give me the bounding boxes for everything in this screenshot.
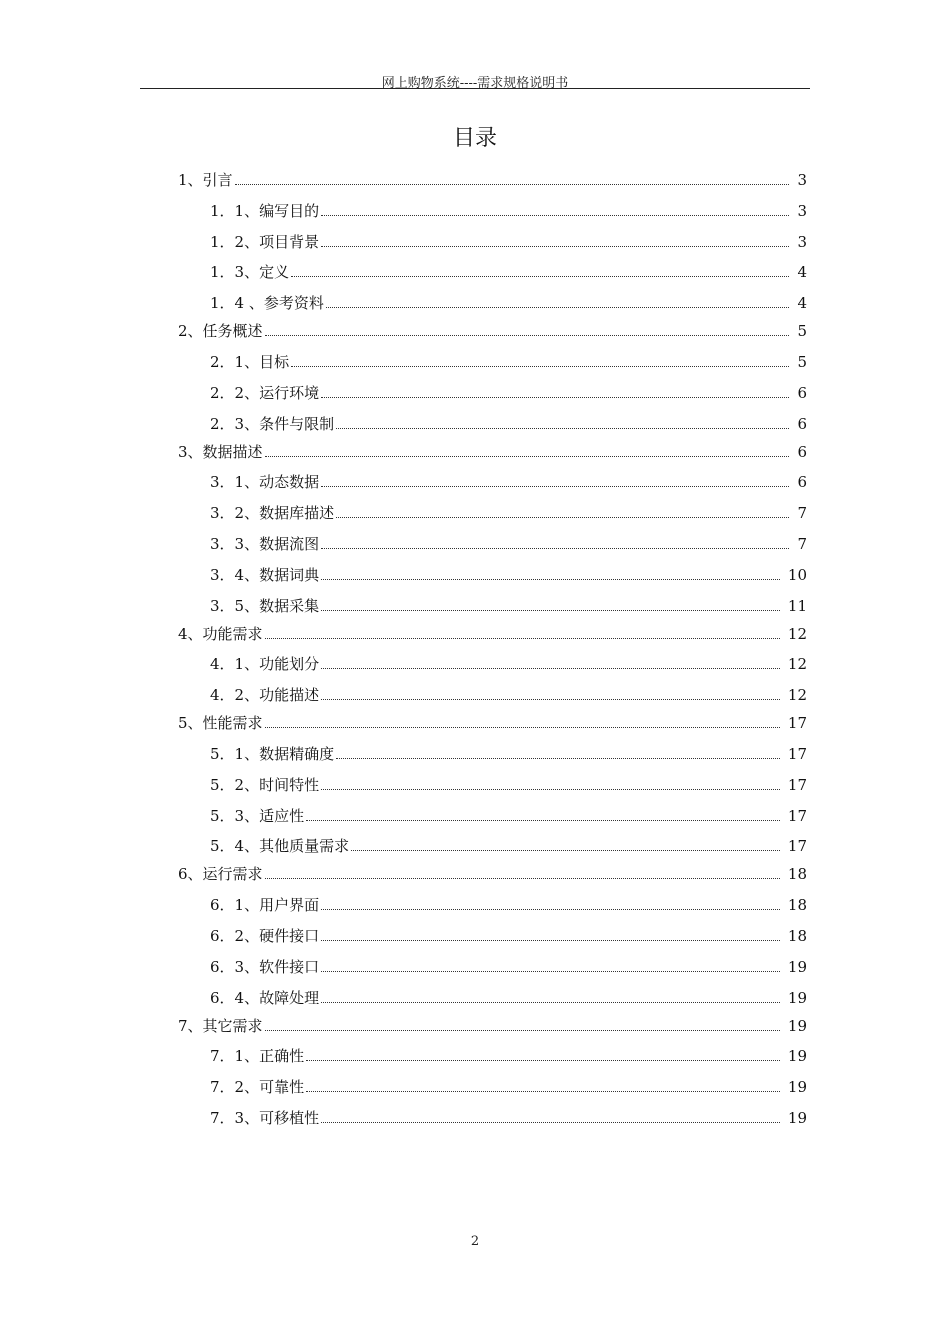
toc-entry-page: 6 [797, 414, 807, 433]
toc-entry-label: 1．2、项目背景 [210, 232, 320, 251]
toc-entry-label: 3．5、数据采集 [210, 596, 320, 615]
toc-entry-page: 12 [787, 686, 807, 705]
toc-entry[interactable] [210, 1074, 807, 1096]
toc-entry[interactable] [210, 954, 807, 976]
toc-leader-dots [321, 1122, 780, 1123]
toc-leader-dots [326, 307, 790, 308]
toc-leader-dots [306, 820, 780, 821]
toc-entry-label: 2．1、目标 [210, 353, 290, 371]
toc-entry[interactable] [210, 682, 807, 704]
toc-entry[interactable] [210, 1105, 807, 1127]
toc-entry[interactable] [210, 562, 807, 584]
toc-entry-label: 3、数据描述 [178, 442, 263, 461]
toc-leader-dots [321, 610, 780, 611]
toc-entry-page: 19 [787, 957, 807, 976]
toc-leader-dots [265, 878, 780, 879]
toc-entry[interactable] [210, 593, 807, 615]
toc-entry-label: 2、任务概述 [178, 322, 263, 341]
toc-entry[interactable] [210, 985, 807, 1007]
toc-entry-label: 3．4、数据词典 [210, 565, 320, 584]
toc-entry-page: 4 [797, 294, 807, 313]
toc-entry-label: 7．2、可靠性 [210, 1078, 305, 1097]
toc-leader-dots [321, 699, 780, 700]
toc-entry-page: 6 [797, 442, 807, 461]
toc-entry-page: 18 [787, 896, 807, 915]
toc-entry[interactable] [178, 621, 807, 643]
toc-entry-label: 5、性能需求 [178, 714, 263, 733]
toc-leader-dots [291, 366, 789, 367]
toc-entry-page: 18 [787, 927, 807, 945]
toc-entry-page: 18 [787, 865, 807, 884]
toc-entry-label: 4．1、功能划分 [210, 655, 320, 674]
toc-leader-dots [321, 579, 780, 580]
toc-entry-label: 1．3、定义 [210, 263, 290, 282]
toc-leader-dots [321, 1002, 780, 1003]
toc-entry-page: 19 [787, 1078, 807, 1097]
toc-entry-label: 5．3、适应性 [210, 806, 305, 825]
toc-entry[interactable] [210, 531, 807, 553]
toc-entry-label: 4．2、功能描述 [210, 686, 320, 705]
toc-entry-label: 6、运行需求 [178, 865, 263, 884]
toc-entry-page: 7 [797, 535, 807, 553]
toc-entry[interactable] [210, 290, 807, 312]
toc-entry-label: 6．3、软件接口 [210, 957, 320, 976]
toc-leader-dots [321, 246, 789, 247]
toc-leader-dots [321, 397, 789, 398]
page-header-title: 网上购物系统----需求规格说明书 [381, 76, 569, 91]
toc-entry[interactable] [178, 710, 807, 732]
toc-leader-dots [351, 850, 780, 851]
toc-entry[interactable] [210, 1043, 807, 1065]
toc-entry[interactable] [210, 229, 807, 251]
toc-leader-dots [321, 548, 789, 549]
toc-entry-label: 5．2、时间特性 [210, 775, 320, 794]
toc-entry-page: 5 [797, 322, 807, 341]
toc-entry-page: 19 [787, 1047, 807, 1066]
toc-entry-page: 6 [797, 473, 807, 492]
toc-entry-page: 7 [797, 504, 807, 523]
toc-leader-dots [235, 184, 790, 185]
toc-leader-dots [321, 971, 780, 972]
toc-entry-label: 7．3、可移植性 [210, 1109, 320, 1127]
toc-entry-page: 6 [797, 383, 807, 402]
toc-entry-page: 17 [787, 714, 807, 733]
toc-leader-dots [321, 486, 789, 487]
toc-entry-label: 1．1、编写目的 [210, 201, 320, 220]
toc-entry[interactable] [210, 892, 807, 914]
toc-leader-dots [265, 1030, 780, 1031]
toc-entry-label: 2．3、条件与限制 [210, 414, 335, 433]
page-number: 2 [470, 1234, 480, 1249]
toc-entry[interactable] [178, 318, 807, 340]
toc-leader-dots [265, 335, 790, 336]
toc-entry-label: 6．4、故障处理 [210, 988, 320, 1007]
toc-entry[interactable] [178, 1013, 807, 1035]
toc-entry-page: 19 [787, 1109, 807, 1127]
toc-entry[interactable] [210, 833, 807, 855]
toc-entry-label: 6．2、硬件接口 [210, 927, 320, 945]
toc-leader-dots [321, 668, 780, 669]
toc-entry[interactable] [210, 198, 807, 220]
toc-entry-page: 12 [787, 655, 807, 674]
toc-leader-dots [321, 909, 780, 910]
toc-entry[interactable] [210, 500, 807, 522]
toc-entry-page: 19 [787, 988, 807, 1007]
toc-entry-page: 11 [787, 596, 807, 615]
toc-entry-label: 6．1、用户界面 [210, 896, 320, 915]
toc-leader-dots [336, 428, 789, 429]
toc-entry-page: 10 [787, 565, 807, 584]
toc-entry-page: 19 [787, 1016, 807, 1035]
toc-leader-dots [336, 517, 789, 518]
toc-entry[interactable] [178, 861, 807, 883]
toc-entry-page: 5 [797, 353, 807, 371]
toc-entry[interactable] [210, 803, 807, 825]
toc-entry[interactable] [210, 923, 807, 945]
toc-entry-label: 4、功能需求 [178, 624, 263, 643]
toc-entry-page: 3 [797, 201, 807, 220]
toc-leader-dots [265, 638, 780, 639]
toc-leader-dots [306, 1091, 780, 1092]
toc-entry-label: 3．2、数据库描述 [210, 504, 335, 523]
toc-entry[interactable] [210, 469, 807, 491]
toc-entry[interactable] [210, 380, 807, 402]
toc-entry-label: 2．2、运行环境 [210, 383, 320, 402]
toc-entry-label: 5．1、数据精确度 [210, 745, 335, 763]
toc-entry[interactable] [178, 167, 807, 189]
toc-entry-page: 17 [787, 837, 807, 856]
toc-entry[interactable] [210, 741, 807, 763]
toc-leader-dots [265, 727, 780, 728]
toc-entry-label: 3．3、数据流图 [210, 535, 320, 553]
toc-entry-page: 17 [787, 806, 807, 825]
toc-entry-page: 3 [797, 232, 807, 251]
toc-entry-page: 17 [787, 775, 807, 794]
toc-entry[interactable] [210, 259, 807, 281]
toc-title: 目录 [452, 126, 497, 151]
toc-entry-page: 12 [787, 624, 807, 643]
toc-leader-dots [336, 758, 780, 759]
toc-entry-label: 7、其它需求 [178, 1016, 263, 1035]
toc-entry[interactable] [210, 651, 807, 673]
toc-entry[interactable] [178, 439, 807, 461]
toc-entry-label: 3．1、动态数据 [210, 473, 320, 492]
toc-entry-label: 5．4、其他质量需求 [210, 837, 350, 856]
toc-leader-dots [321, 789, 780, 790]
toc-leader-dots [321, 215, 789, 216]
toc-entry-label: 1、引言 [178, 171, 233, 189]
toc-leader-dots [306, 1060, 780, 1061]
toc-entry-label: 1．4 、参考资料 [210, 294, 324, 313]
toc-entry-page: 17 [787, 745, 807, 763]
toc-entry[interactable] [210, 349, 807, 371]
toc-entry-page: 3 [797, 171, 807, 189]
toc-entry[interactable] [210, 772, 807, 794]
toc-leader-dots [265, 456, 790, 457]
toc-entry-label: 7．1、正确性 [210, 1047, 305, 1066]
toc-leader-dots [321, 940, 780, 941]
toc-entry-page: 4 [797, 263, 807, 282]
toc-entry[interactable] [210, 411, 807, 433]
toc-leader-dots [291, 276, 789, 277]
